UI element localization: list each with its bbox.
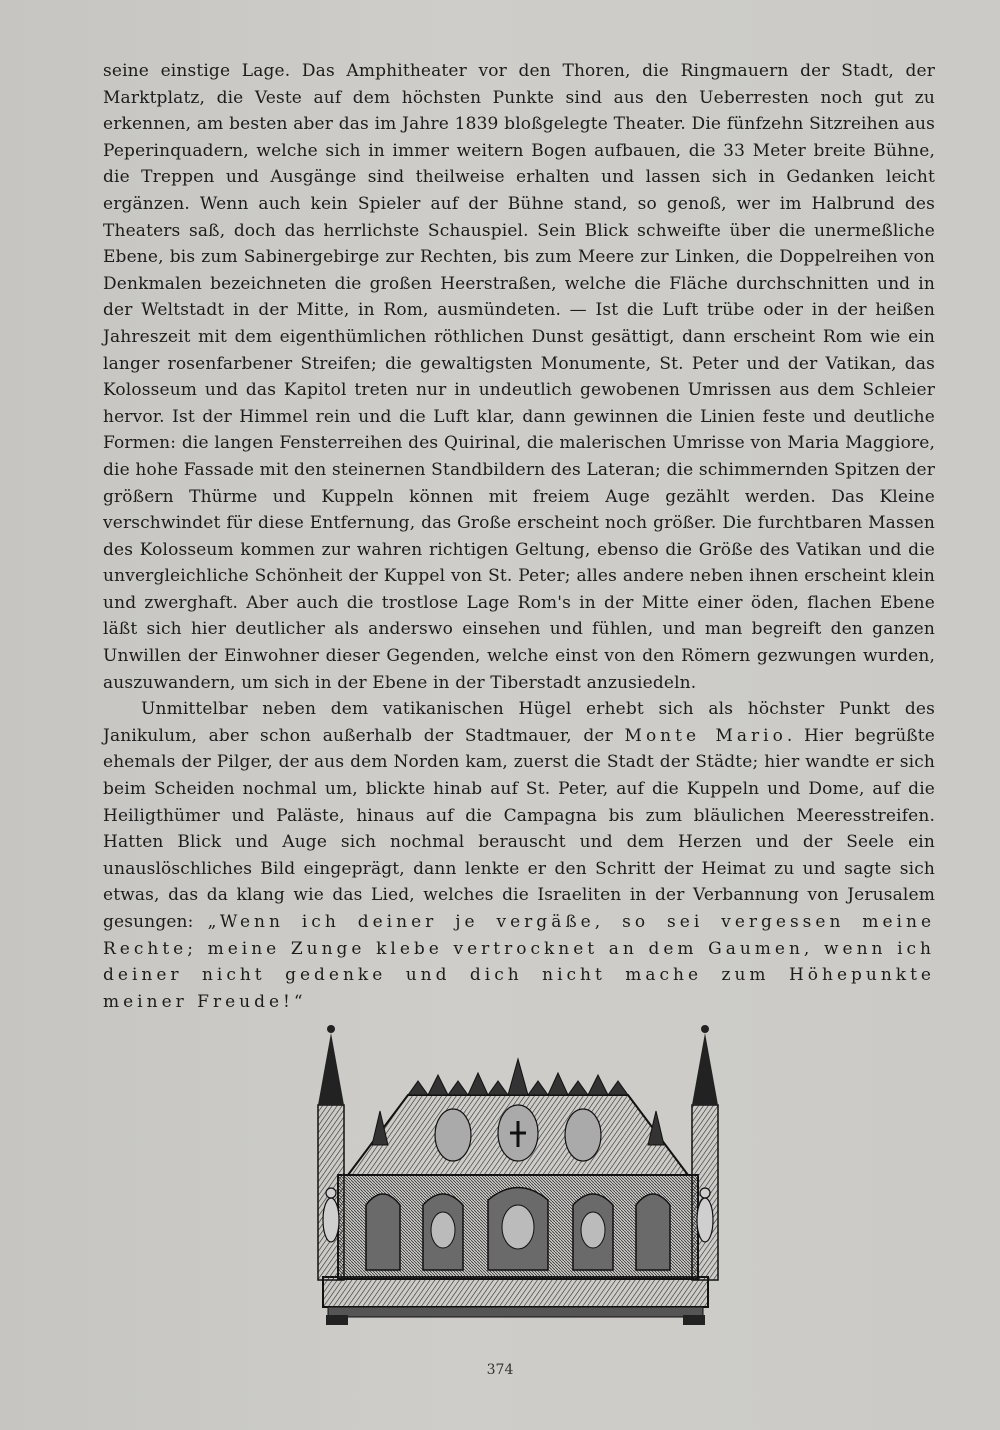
gothic-reliquary-shrine-icon: [288, 1015, 748, 1325]
paragraph-2: [103, 696, 935, 1015]
body-text: [103, 58, 935, 1015]
paragraph-2-text: Unmittelbar neben dem vatikanischen Hügel erhebt sich als höchster Punkt des Janikulum, aber schon außerhalb der Stadtmauer, der: [103, 699, 935, 746]
monte-mario-emphasis: Monte Mario: [624, 725, 787, 746]
page-number: 374: [486, 1362, 514, 1378]
paragraph-1: seine einstige Lage. Das Amphitheater vor den Thoren, die Ringmauern der Stadt, der Marktplatz, die Veste auf dem höchsten Punkte sind aus den Ueberresten noch gut zu erkennen, am besten aber das im Jahre 1839 bloßgelegte Theater. Die fünfzehn Sitzreihen aus Peperinquadern, welche sich in immer weitern Bogen aufbauen, die 33 Meter breite Bühne, die Treppen und Ausgänge sind theilweise erhalten und lassen sich in Gedanken leicht ergänzen. Wenn auch kein Spieler auf der Bühne stand, so genoß, wer im Halbrund des Theaters saß, doch das herrlichste Schauspiel. Sein Blick schweifte über die unermeßliche Ebene, bis zum Sabinergebirge zur Rechten, bis zum Meere zur Linken, die Doppelreihen von Denkmalen bezeichneten die großen Heerstraßen, welche die Fläche durchschnitten und in der Weltstadt in der Mitte, in Rom, ausmündeten. — Ist die Luft trübe oder in der heißen Jahreszeit mit dem eigenthümlichen röthlichen Dunst gesättigt, dann erscheint Rom wie ein langer rosenfarbener Streifen; die gewaltigsten Monumente, St. Peter und der Vatikan, das Kolosseum und das Kapitol treten nur in undeutlich gewobenen Umrissen aus dem Schleier hervor. Ist der Himmel rein und die Luft klar, dann gewinnen die Linien feste und deutliche Formen: die langen Fensterreihen des Quirinal, die malerischen Umrisse von Maria Maggiore, die hohe Fassade mit den steinernen Standbildern des Lateran; die schimmernden Spitzen der größern Thürme und Kuppeln können mit freiem Auge gezählt werden. Das Kleine verschwindet für diese Entfernung, das Große erscheint noch größer. Die furchtbaren Massen des Kolosseum kommen zur wahren richtigen Geltung, ebenso die Größe des Vatikan und die unvergleichliche Schönheit der Kuppel von St. Peter; alles andere neben ihnen erscheint klein und zwerghaft. Aber auch die trostlose Lage Rom's in der Mitte einer öden, flachen Ebene läßt sich hier deutlicher als anderswo einsehen und fühlen, und man begreift den ganzen Unwillen der Einwohner dieser Gegenden, welche einst von den Römern gezwungen wurden, auszuwandern, um sich in der Ebene in der Tiberstadt anzusiedeln.: [103, 61, 935, 693]
paragraph-2-text-continued: . Hier begrüßte ehemals der Pilger, der aus dem Norden kam, zuerst die Stadt der Städte; hier wandte er sich beim Scheiden nochmal um, blickte hinab auf St. Peter, auf die Kuppeln und Dome, auf die Heiligthümer und Paläste, hinaus auf die Campagna bis zum bläulichen Meeresstreifen. Hatten Blick und Auge sich nochmal berauscht und dem Herzen und der Seele ein unauslöschliches Bild eingeprägt, dann lenkte er den Schritt der Heimat zu und sagte sich etwas, das da klang wie das Lied, welches die Israeliten in der Verbannung von Jerusalem gesungen:: [103, 725, 935, 932]
psalm-quotation: „Wenn ich deiner je vergäße, so sei vergessen meine Rechte; meine Zunge klebe vertrocknet an dem Gaumen, wenn ich deiner nicht gedenke und dich nicht mache zum Höhepunkte meiner Freude!“: [103, 912, 936, 1012]
reliquary-shrine-illustration: [288, 1015, 748, 1325]
